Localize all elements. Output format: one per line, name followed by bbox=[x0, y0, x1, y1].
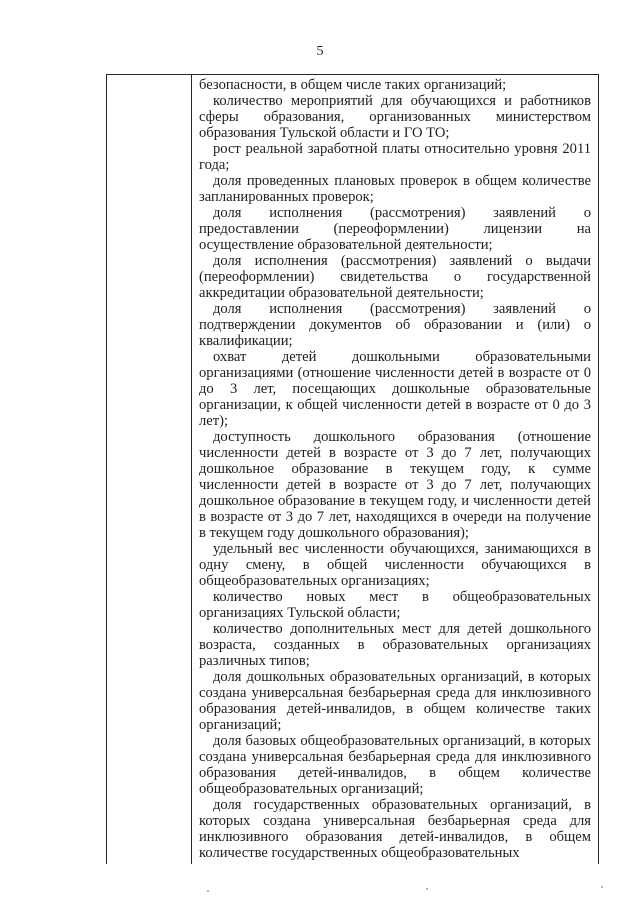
paragraph: количество мероприятий для обучающихся и работников сферы образования, организованных министерством образования Тульской области и ГО ТО; bbox=[199, 93, 591, 141]
paragraph: количество дополнительных мест для детей дошкольного возраста, созданных в образовательных организациях различных типов; bbox=[199, 621, 591, 669]
paragraph: доля исполнения (рассмотрения) заявлений о подтверждении документов об образовании и (или) о квалификации; bbox=[199, 301, 591, 349]
paragraph: доля проведенных плановых проверок в общем количестве запланированных проверок; bbox=[199, 173, 591, 205]
paragraph: доля исполнения (рассмотрения) заявлений о выдачи (переоформлении) свидетельства о государственной аккредитации образовательной деятельности; bbox=[199, 253, 591, 301]
paragraph: безопасности, в общем числе таких организаций; bbox=[199, 77, 507, 93]
paragraph: охват детей дошкольными образовательными организациями (отношение численности детей в возрасте от 0 до 3 лет, посещающих дошкольные образовательные организации, к общей численности детей в возрасте от 0 до 3 лет); bbox=[199, 349, 591, 429]
scan-dot bbox=[207, 890, 209, 892]
paragraph: доступность дошкольного образования (отношение численности детей в возрасте от 3 до 7 лет, получающих дошкольное образование в текущем году, к сумме численности детей в возрасте от 3 до 7 лет, получающих дошкольное образование в текущем году, и численности детей в возрасте от 3 до 7 лет, находящихся в очереди на получение в текущем году дошкольного образования); bbox=[199, 429, 591, 541]
paragraph: доля дошкольных образовательных организаций, в которых создана универсальная безбарьерная среда для инклюзивного образования детей-инвалидов, в общем количестве таких организаций; bbox=[199, 669, 591, 733]
paragraph: количество новых мест в общеобразовательных организациях Тульской области; bbox=[199, 589, 591, 621]
page-number: 5 bbox=[316, 44, 324, 59]
column-divider bbox=[191, 74, 192, 864]
paragraph: доля базовых общеобразовательных организаций, в которых создана универсальная безбарьерная среда для инклюзивного образования детей-инвалидов, в общем количестве общеобразовательных организаций; bbox=[199, 733, 591, 797]
scan-dot bbox=[426, 888, 428, 890]
paragraph: доля исполнения (рассмотрения) заявлений о предоставлении (переоформлении) лицензии на осуществление образовательной деятельности; bbox=[199, 205, 591, 253]
scan-dot bbox=[601, 886, 603, 888]
text-column bbox=[199, 77, 591, 861]
paragraph: удельный вес численности обучающихся, занимающихся в одну смену, в общей численности обучающихся в общеобразовательных организациях; bbox=[199, 541, 591, 589]
paragraph: рост реальной заработной платы относительно уровня 2011 года; bbox=[199, 141, 591, 173]
paragraph: доля государственных образовательных организаций, в которых создана универсальная безбарьерная среда для инклюзивного образования детей-инвалидов, в общем количестве государственных общеобразовательных bbox=[199, 797, 591, 861]
